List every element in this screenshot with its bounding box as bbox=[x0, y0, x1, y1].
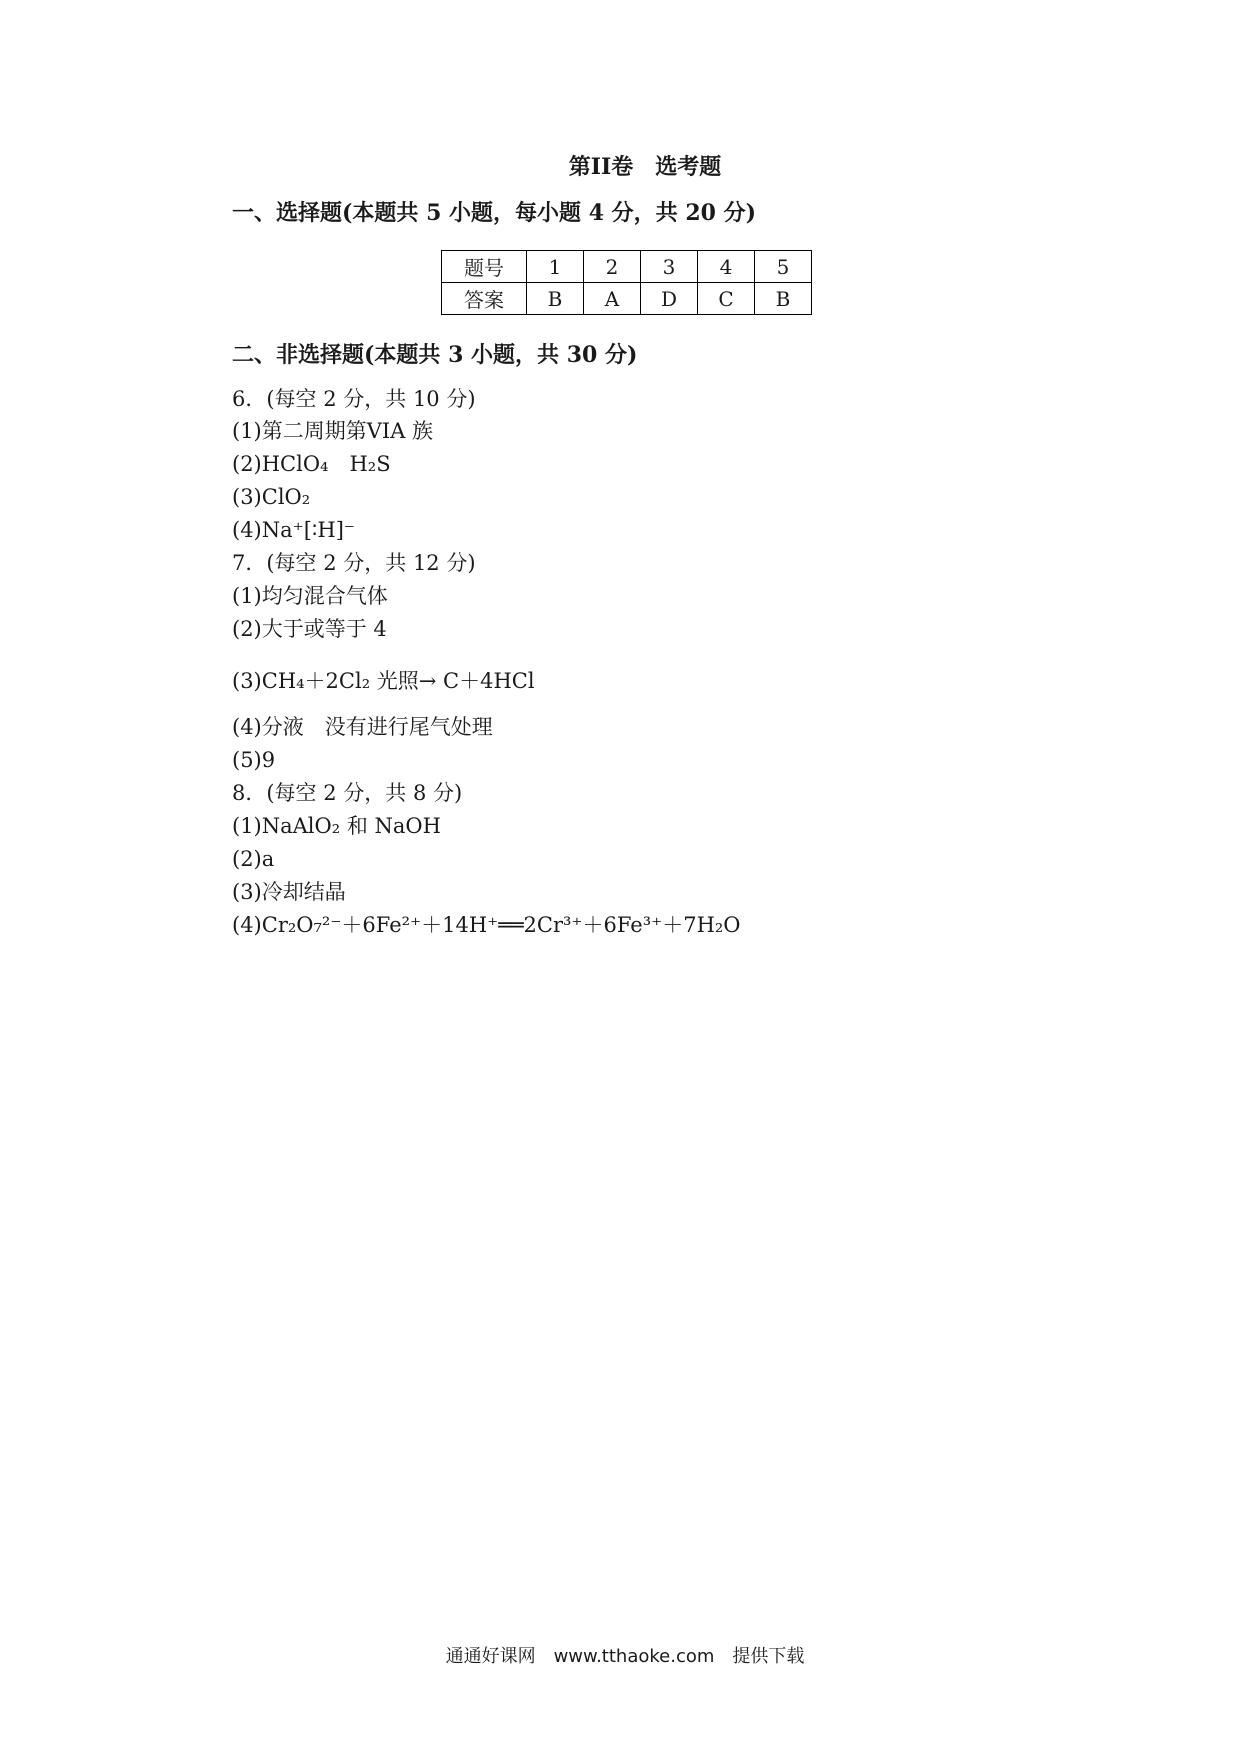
q7-heading: 7．(每空 2 分，共 12 分) bbox=[232, 551, 476, 575]
question-number-3: 3 bbox=[641, 251, 698, 283]
q7-answer-5: (5)9 bbox=[232, 748, 276, 772]
q8-heading: 8．(每空 2 分，共 8 分) bbox=[232, 781, 463, 805]
q7-answer-4: (4)分液 没有进行尾气处理 bbox=[232, 715, 493, 739]
table-row-numbers bbox=[442, 251, 812, 283]
q8-answer-3: (3)冷却结晶 bbox=[232, 880, 346, 904]
question-number-4: 4 bbox=[698, 251, 755, 283]
row-label-answer: 答案 bbox=[442, 283, 527, 315]
answer-2: A bbox=[584, 283, 641, 315]
answer-1: B bbox=[527, 283, 584, 315]
q7-answer-3: (3)CH₄＋2Cl₂ 光照→ C＋4HCl bbox=[232, 669, 535, 693]
answer-table bbox=[441, 250, 812, 315]
q8-answer-1: (1)NaAlO₂ 和 NaOH bbox=[232, 814, 441, 838]
answer-4: C bbox=[698, 283, 755, 315]
q8-answer-2: (2)a bbox=[232, 847, 275, 871]
q6-answer-1: (1)第二周期第VIA 族 bbox=[232, 419, 434, 443]
q7-answer-1: (1)均匀混合气体 bbox=[232, 584, 388, 608]
section-2-heading: 二、非选择题(本题共 3 小题，共 30 分) bbox=[232, 342, 638, 368]
q6-answer-4: (4)Na⁺[∶H]⁻ bbox=[232, 518, 355, 542]
q6-answer-3: (3)ClO₂ bbox=[232, 485, 311, 509]
question-number-5: 5 bbox=[755, 251, 812, 283]
q6-heading: 6．(每空 2 分，共 10 分) bbox=[232, 387, 476, 411]
q6-answer-2: (2)HClO₄ H₂S bbox=[232, 452, 391, 476]
answer-5: B bbox=[755, 283, 812, 315]
question-number-1: 1 bbox=[527, 251, 584, 283]
row-label-number: 题号 bbox=[442, 251, 527, 283]
q7-answer-2: (2)大于或等于 4 bbox=[232, 617, 387, 641]
q8-answer-4: (4)Cr₂O₇²⁻＋6Fe²⁺＋14H⁺══2Cr³⁺＋6Fe³⁺＋7H₂O bbox=[232, 913, 741, 937]
question-number-2: 2 bbox=[584, 251, 641, 283]
page-title: 第II卷 选考题 bbox=[568, 154, 722, 180]
answer-3: D bbox=[641, 283, 698, 315]
footer-source-note: 通通好课网 www.tthaoke.com 提供下载 bbox=[445, 1646, 805, 1667]
section-1-heading: 一、选择题(本题共 5 小题，每小题 4 分，共 20 分) bbox=[232, 200, 757, 226]
table-row-answers bbox=[442, 283, 812, 315]
